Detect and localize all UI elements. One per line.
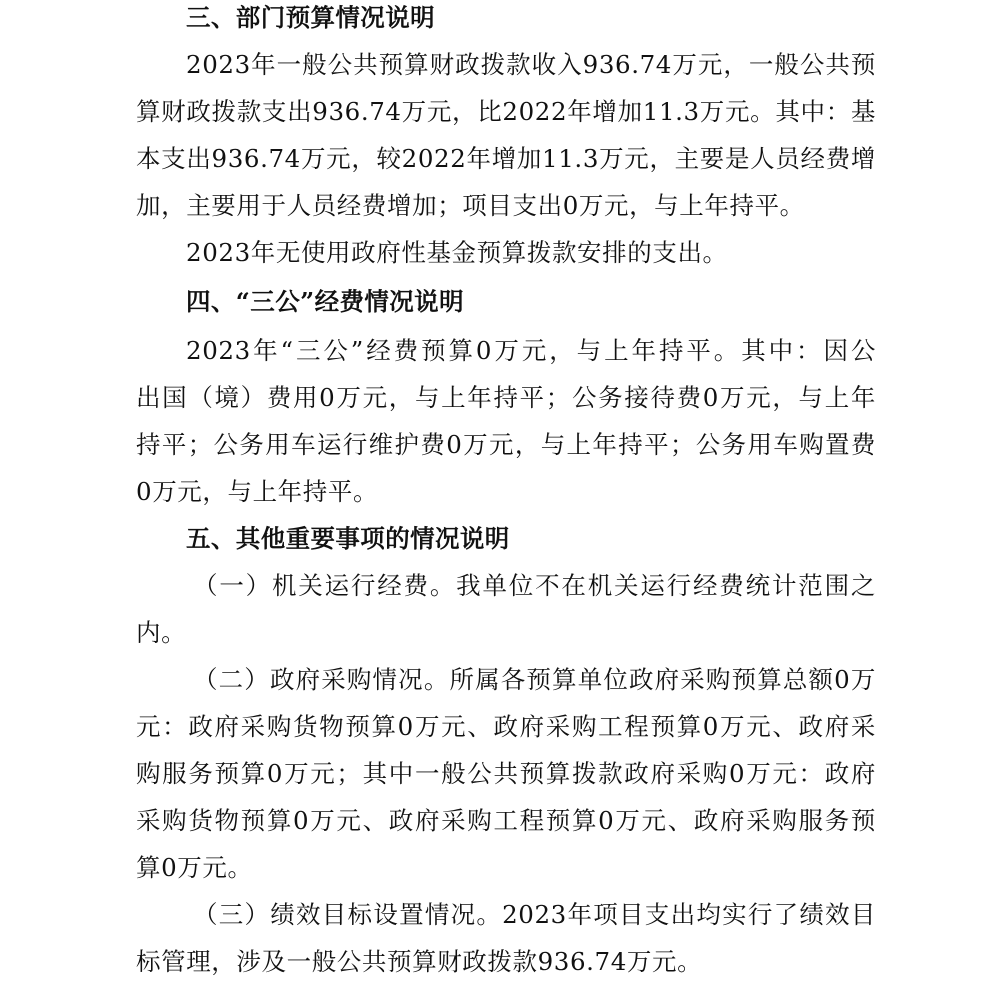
paragraph-line: 本支出936.74万元，较2022年增加11.3万元，主要是人员经费增 <box>136 144 876 173</box>
paragraph-line: 算0万元。 <box>136 853 253 882</box>
section-heading-budget: 三、部门预算情况说明 <box>186 3 435 32</box>
section-heading-three-public: 四、“三公”经费情况说明 <box>186 287 464 316</box>
paragraph-line: （二）政府采购情况。所属各预算单位政府采购预算总额0万 <box>193 665 876 694</box>
paragraph-line: 元：政府采购货物预算0万元、政府采购工程预算0万元、政府采 <box>136 712 876 741</box>
paragraph-line: 0万元，与上年持平。 <box>136 477 379 506</box>
paragraph-line: 内。 <box>136 618 187 647</box>
paragraph-line: 采购货物预算0万元、政府采购工程预算0万元、政府采购服务预 <box>136 806 876 835</box>
section-heading-other-matters: 五、其他重要事项的情况说明 <box>186 524 510 553</box>
paragraph-line: 2023年“三公”经费预算0万元，与上年持平。其中：因公 <box>186 336 876 365</box>
paragraph-line: 出国（境）费用0万元，与上年持平；公务接待费0万元，与上年 <box>136 383 876 412</box>
paragraph-line: 2023年无使用政府性基金预算拨款安排的支出。 <box>186 238 728 267</box>
paragraph-line: 加，主要用于人员经费增加；项目支出0万元，与上年持平。 <box>136 191 805 220</box>
paragraph-line: 算财政拨款支出936.74万元，比2022年增加11.3万元。其中：基 <box>136 97 876 126</box>
paragraph-line: （一）机关运行经费。我单位不在机关运行经费统计范围之 <box>193 571 876 600</box>
paragraph-line: 标管理，涉及一般公共预算财政拨款936.74万元。 <box>136 947 703 976</box>
paragraph-line: 持平；公务用车运行维护费0万元，与上年持平；公务用车购置费 <box>136 430 876 459</box>
paragraph-line: （三）绩效目标设置情况。2023年项目支出均实行了绩效目 <box>193 900 876 929</box>
paragraph-line: 2023年一般公共预算财政拨款收入936.74万元，一般公共预 <box>186 50 876 79</box>
paragraph-line: 购服务预算0万元；其中一般公共预算拨款政府采购0万元：政府 <box>136 759 876 788</box>
